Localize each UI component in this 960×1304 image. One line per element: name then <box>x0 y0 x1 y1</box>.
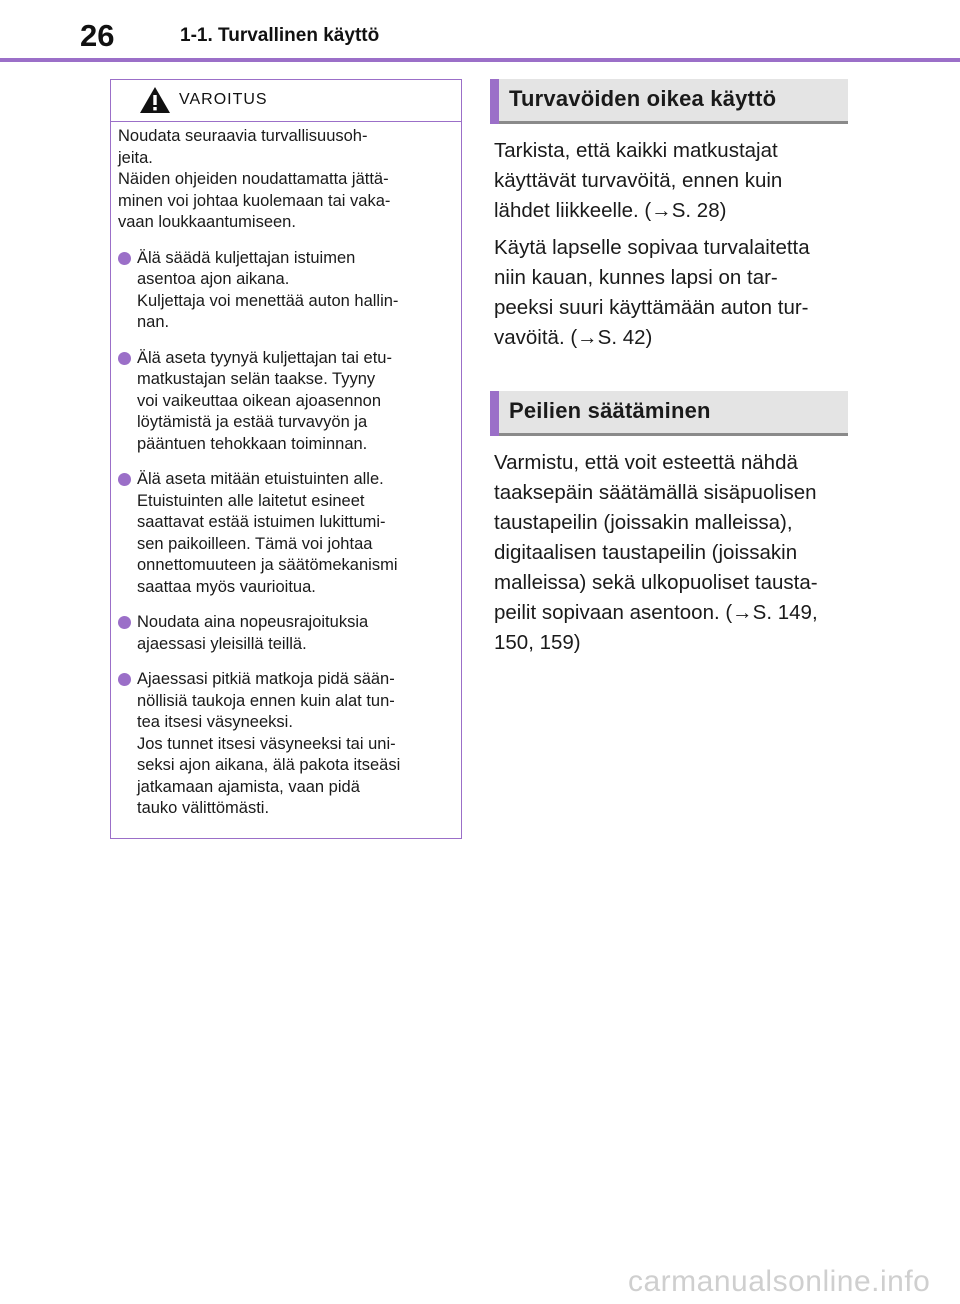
warning-item-line: pääntuen tehokkaan toiminnan. <box>137 434 368 453</box>
warning-intro-line: minen voi johtaa kuolemaan tai vaka- <box>118 191 391 210</box>
bullet-icon <box>118 473 131 486</box>
section-title: 1-1. Turvallinen käyttö <box>180 25 380 46</box>
warning-item-line: Jos tunnet itsesi väsyneeksi tai uni- <box>137 734 396 753</box>
section-heading <box>490 391 848 436</box>
paragraph-line: vavöitä. (→S. 42) <box>494 326 653 349</box>
warning-item-line: löytämistä ja estää turvavyön ja <box>137 413 368 431</box>
warning-body <box>111 122 461 820</box>
warning-item <box>118 612 447 655</box>
paragraph-line: käyttävät turvavöitä, ennen kuin <box>494 169 783 192</box>
paragraph-line: malleissa) sekä ulkopuoliset tausta- <box>494 571 818 594</box>
section-heading-text: Peilien säätäminen <box>509 398 711 423</box>
warning-item-line: Älä aseta mitään etuistuinten alle. <box>137 470 384 488</box>
warning-box <box>110 79 462 839</box>
paragraph-line: Tarkista, että kaikki matkustajat <box>494 139 778 162</box>
warning-item-line: Noudata aina nopeusrajoituksia <box>137 613 369 631</box>
paragraph-line: Varmistu, että voit esteettä nähdä <box>494 451 798 474</box>
warning-item-line: voi vaikeuttaa oikean ajoasennon <box>137 391 382 410</box>
warning-intro-line: Näiden ohjeiden noudattamatta jättä- <box>118 170 389 188</box>
page-header <box>0 0 960 62</box>
warning-header <box>111 80 461 122</box>
section-heading <box>490 79 848 124</box>
warning-item <box>118 248 447 334</box>
warning-intro <box>118 126 447 234</box>
warning-item-line: Älä aseta tyynyä kuljettajan tai etu- <box>137 348 392 367</box>
warning-item-line: sen paikoilleen. Tämä voi johtaa <box>137 534 373 553</box>
warning-item-line: onnettomuuteen ja säätömekanismi <box>137 556 398 574</box>
warning-intro-line: vaan loukkaantumiseen. <box>118 213 296 231</box>
warning-item-line: seksi ajon aikana, älä pakota itseäsi <box>137 756 401 774</box>
warning-item-line: jatkamaan ajamista, vaan pidä <box>137 777 360 796</box>
warning-item-text <box>137 348 447 456</box>
heading-accent-bar <box>490 79 499 124</box>
paragraph-line: niin kauan, kunnes lapsi on tar- <box>494 266 778 289</box>
warning-item-text <box>137 612 447 655</box>
warning-item <box>118 469 447 598</box>
paragraph <box>490 233 848 353</box>
warning-item-line: Ajaessasi pitkiä matkoja pidä sään- <box>137 670 395 688</box>
warning-item-line: matkustajan selän taakse. Tyyny <box>137 370 376 388</box>
page-number: 26 <box>80 18 115 53</box>
warning-item-line: asentoa ajon aikana. <box>137 270 290 288</box>
warning-item-line: nöllisiä taukoja ennen kuin alat tun- <box>137 691 395 710</box>
warning-item <box>118 669 447 820</box>
paragraph-line: peilit sopivaan asentoon. (→S. 149, <box>494 601 818 624</box>
header-divider <box>0 58 960 62</box>
warning-item-text <box>137 469 447 598</box>
paragraph-line: digitaalisen taustapeilin (joissakin <box>494 541 798 564</box>
watermark: carmanualsonline.info <box>628 1265 931 1298</box>
warning-item-text <box>137 248 447 334</box>
bullet-icon <box>118 673 131 686</box>
warning-item-line: Etuistuinten alle laitetut esineet <box>137 491 365 510</box>
bullet-icon <box>118 616 131 629</box>
main-content <box>490 79 848 658</box>
warning-triangle-icon <box>139 86 171 114</box>
warning-item-line: tauko välittömästi. <box>137 799 270 817</box>
paragraph-line: taustapeilin (joissakin malleissa), <box>494 511 793 534</box>
warning-item-line: tea itsesi väsyneeksi. <box>137 713 293 731</box>
warning-item-line: Kuljettaja voi menettää auton hallin- <box>137 291 399 310</box>
warning-item-text <box>137 669 447 820</box>
warning-intro-line: Noudata seuraavia turvallisuusoh- <box>118 127 368 145</box>
warning-label: VAROITUS <box>179 91 268 108</box>
section-heading-text: Turvavöiden oikea käyttö <box>509 86 777 111</box>
warning-item <box>118 348 447 456</box>
warning-intro-line: jeita. <box>118 148 153 167</box>
paragraph-line: taaksepäin säätämällä sisäpuolisen <box>494 481 817 504</box>
paragraph <box>490 448 848 658</box>
paragraph <box>490 136 848 226</box>
warning-item-line: Älä säädä kuljettajan istuimen <box>137 248 356 267</box>
heading-accent-bar <box>490 391 499 436</box>
warning-item-line: ajaessasi yleisillä teillä. <box>137 634 307 653</box>
paragraph-line: peeksi suuri käyttämään auton tur- <box>494 296 809 319</box>
bullet-icon <box>118 252 131 265</box>
bullet-icon <box>118 352 131 365</box>
warning-item-line: saattavat estää istuimen lukittumi- <box>137 513 386 531</box>
warning-item-line: saattaa myös vaurioitua. <box>137 577 316 596</box>
paragraph-line: Käytä lapselle sopivaa turvalaitetta <box>494 236 810 259</box>
warning-item-line: nan. <box>137 313 170 331</box>
paragraph-line: lähdet liikkeelle. (→S. 28) <box>494 199 727 222</box>
paragraph-line: 150, 159) <box>494 631 581 654</box>
